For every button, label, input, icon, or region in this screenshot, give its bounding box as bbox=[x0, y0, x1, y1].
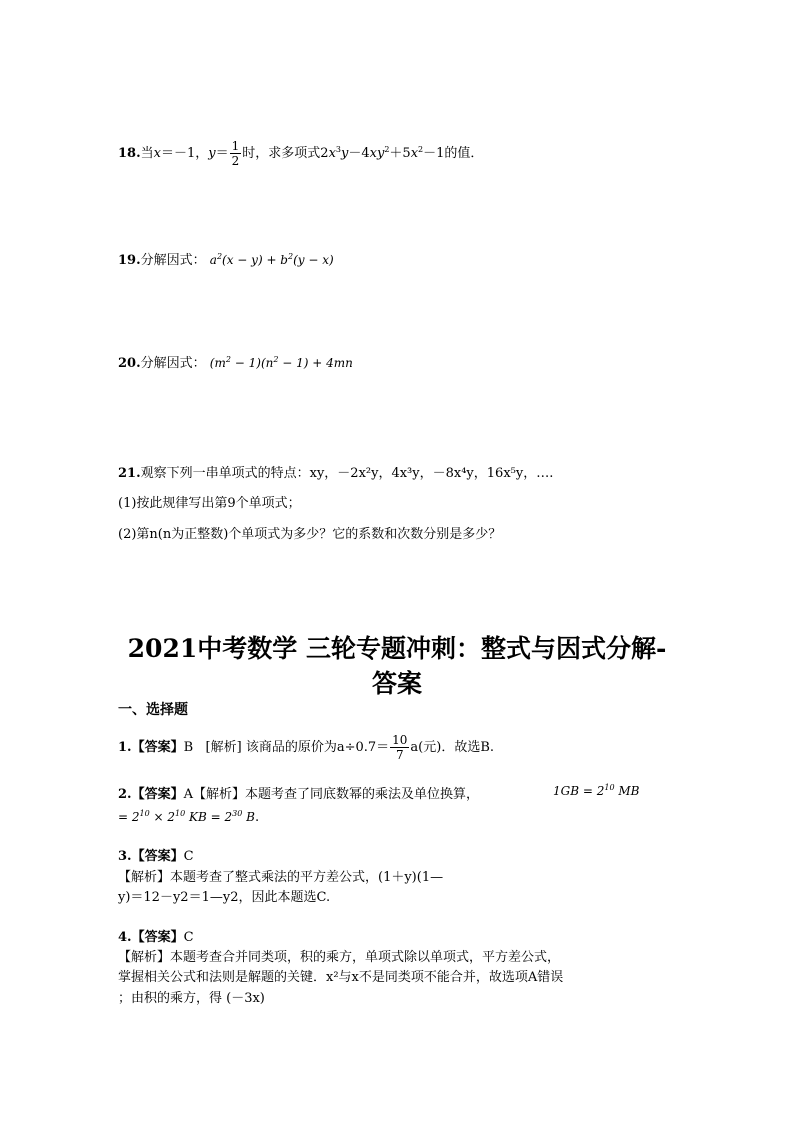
fraction: $\frac{1}{2}$ bbox=[231, 139, 240, 168]
question-18: 18.当x＝－1，y＝ $\frac{1}{2}$ 时，求多项式$2x^3y-4xy^2+5x^2-1$的值． bbox=[118, 139, 484, 168]
answer-3: 3.【答案】C bbox=[118, 849, 194, 864]
question-21 bbox=[118, 465, 553, 483]
answer-4-explanation-end: ；由积的乘方，得 (－3x) bbox=[118, 991, 265, 1006]
question-text: 观察下列一串单项式的特点：xy，－2x²y，4x³y，－8x⁴y，16x⁵y，…. bbox=[140, 466, 554, 481]
page-title-continued: 答案 bbox=[371, 669, 422, 698]
answer-2-formula-2: = $2^{10} \times 2^{10}$ KB = $2^{30}$ B. bbox=[118, 809, 260, 825]
math-expression: $(m^2 - 1)(n^2 - 1) + 4mn$ bbox=[209, 355, 353, 370]
answer-3-explanation: 【解析】本题考查了整式乘法的平方差公式，(1＋y)(1— bbox=[118, 870, 444, 885]
question-21-part-2: (2)第n(n为正整数)个单项式为多少？它的系数和次数分别是多少？ bbox=[118, 527, 502, 542]
math-expression: $a^2(x - y) + b^2(y - x)$ bbox=[209, 252, 334, 267]
answer-1: 1.【答案】B [解析] 该商品的原价为a÷0.7＝ $\frac{10}{7}$ a(元)．故选B. bbox=[118, 733, 495, 762]
question-number: 18. bbox=[118, 146, 141, 161]
question-19: 19.分解因式： $a^2(x - y) + b^2(y - x)$ bbox=[118, 252, 334, 268]
question-21-part-1: (1)按此规律写出第9个单项式； bbox=[118, 496, 301, 511]
question-20: 20.分解因式： $(m^2 - 1)(n^2 - 1) + 4mn$ bbox=[118, 355, 353, 371]
question-number: 20. bbox=[118, 356, 141, 371]
answer-2: 2.【答案】A【解析】本题考查了同底数幂的乘法及单位换算， bbox=[118, 787, 479, 802]
page-title: 2021中考数学 三轮专题冲刺：整式与因式分解- bbox=[127, 634, 667, 663]
answer-3-explanation-continued: y)＝12－y2＝1—y2，因此本题选C. bbox=[118, 890, 331, 905]
answer-2-formula-1: $1GB = 2^{10}$ MB bbox=[553, 783, 640, 798]
answer-4-explanation: 【解析】本题考查合并同类项，积的乘方，单项式除以单项式，平方差公式， bbox=[118, 950, 561, 965]
question-number: 19. bbox=[118, 253, 141, 268]
section-heading: 一、选择题 bbox=[118, 702, 188, 718]
answer-4-explanation-continued: 掌握相关公式和法则是解题的关键．x²与x不是同类项不能合并，故选项A错误 bbox=[118, 970, 564, 985]
fraction: $\frac{10}{7}$ bbox=[392, 733, 408, 762]
question-number: 21. bbox=[118, 466, 141, 481]
answer-4: 4.【答案】C bbox=[118, 930, 194, 945]
